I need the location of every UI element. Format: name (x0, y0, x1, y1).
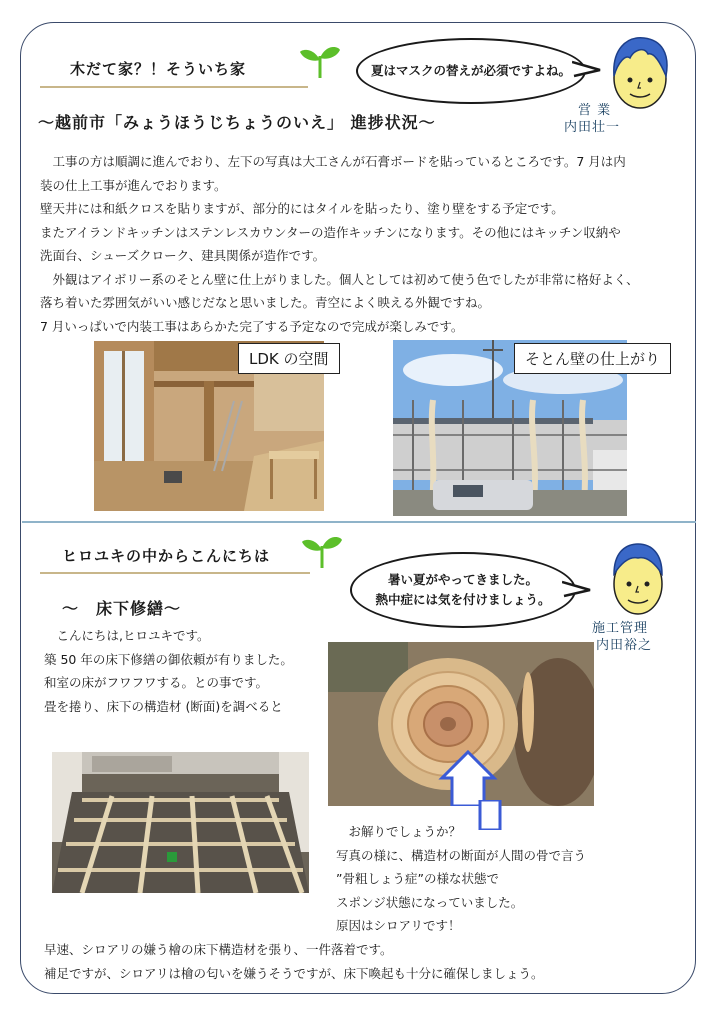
section2-bubble-line: 暑い夏がやってきました。 (387, 572, 538, 587)
section2-footer-line: 補足ですが、シロアリは檜の匂いを嫌うそうですが、床下喚起も十分に確保しましょう。 (44, 965, 544, 981)
section2-corner-title: ヒロユキの中からこんにちは (62, 547, 271, 565)
section1-paragraph: 洗面台、シューズクローク、建具関係が造作です。 (40, 248, 326, 263)
section2-intro-line: こんにちは,ヒロユキです。 (44, 628, 210, 643)
section1-corner-title: 木だて家？！そういち家 (70, 60, 247, 78)
section2-explain-line: 原因はシロアリです！ (336, 918, 461, 933)
exterior-photo-label: そとん壁の仕上がり (514, 343, 671, 374)
construction-staff-avatar-icon (604, 538, 672, 618)
floor-joist-photo (52, 752, 309, 893)
section2-heading: ～ 床下修繕～ (62, 599, 182, 618)
section1-paragraph: 落ち着いた雰囲気がいい感じだなと思いました。青空によく映える外観ですね。 (40, 295, 491, 310)
section2-footer-line: 早速、シロアリの嫌う檜の床下構造材を張り、一件落着です。 (44, 942, 393, 957)
section2-intro-line: 和室の床がフワフワする。との事です。 (44, 675, 269, 690)
section2-staff-role: 施工管理 (592, 621, 649, 636)
section-divider (22, 521, 696, 523)
section2-explanation (336, 820, 666, 938)
log-cross-section-photo (328, 642, 594, 806)
section1-paragraph: 壁天井には和紙クロスを貼りますが、部分的にはタイルを貼ったり、塗り壁をする予定です。 (40, 201, 564, 216)
section2-footer (44, 938, 684, 985)
section2-intro-line: 畳を捲り、床下の構造材 (断面)を調べると (44, 698, 283, 714)
sales-staff-avatar-icon (604, 32, 676, 112)
section1-paragraph: 7 月いっぱいで内装工事はあらかた完了する予定なので完成が楽しみです。 (40, 318, 464, 334)
sprout-icon (300, 532, 344, 570)
sprout-icon (298, 42, 342, 80)
bubble-tail-icon (562, 578, 592, 602)
section1-speech-bubble (356, 38, 586, 104)
section1-staff-name: 内田壮一 (564, 120, 621, 135)
section2-bubble-line: 熱中症には気を付けましょう。 (375, 592, 551, 607)
section1-paragraph: 工事の方は順調に進んでおり、左下の写真は大工さんが石膏ボードを貼っているところです。7 月は内 (40, 154, 626, 169)
section2-explain-line: お解りでしょうか？ (336, 824, 462, 839)
ldk-photo-label: LDK の空間 (238, 343, 340, 374)
section2-speech-bubble (350, 552, 576, 628)
section1-staff-role: 営 業 (578, 103, 612, 118)
section2-explain-line: 写真の様に、構造材の断面が人間の骨で言う (336, 847, 587, 863)
section1-bubble-text: 夏はマスクの替えが必須ですよね。 (370, 63, 571, 78)
section1-title-underline (40, 86, 308, 88)
section2-explain-line: スポンジ状態になっていました。 (336, 894, 524, 910)
section1-paragraph: またアイランドキッチンはステンレスカウンターの造作キッチンになります。その他にはキッチン収納や (40, 224, 621, 240)
section1-paragraph: 装の仕上工事が進んでおります。 (40, 177, 227, 193)
section2-explain-line: ”骨粗しょう症”の様な状態で (336, 871, 499, 886)
section1-heading: ～越前市「みょうほうじちょうのいえ」 進捗状況～ (38, 113, 436, 132)
bubble-tail-icon (572, 58, 602, 82)
section2-intro (44, 624, 334, 718)
section2-intro-line: 築 50 年の床下修繕の御依頼が有りました。 (44, 651, 293, 667)
section1-staff-label (564, 102, 620, 136)
section2-staff-label (592, 620, 652, 654)
section1-body (40, 150, 680, 338)
section2-staff-name: 内田裕之 (596, 638, 653, 653)
section2-title-underline (40, 572, 310, 574)
section1-paragraph: 外観はアイボリー系のそとん壁に仕上がりました。個人としては初めて使う色でしたが非常に格好よく、 (40, 271, 639, 287)
